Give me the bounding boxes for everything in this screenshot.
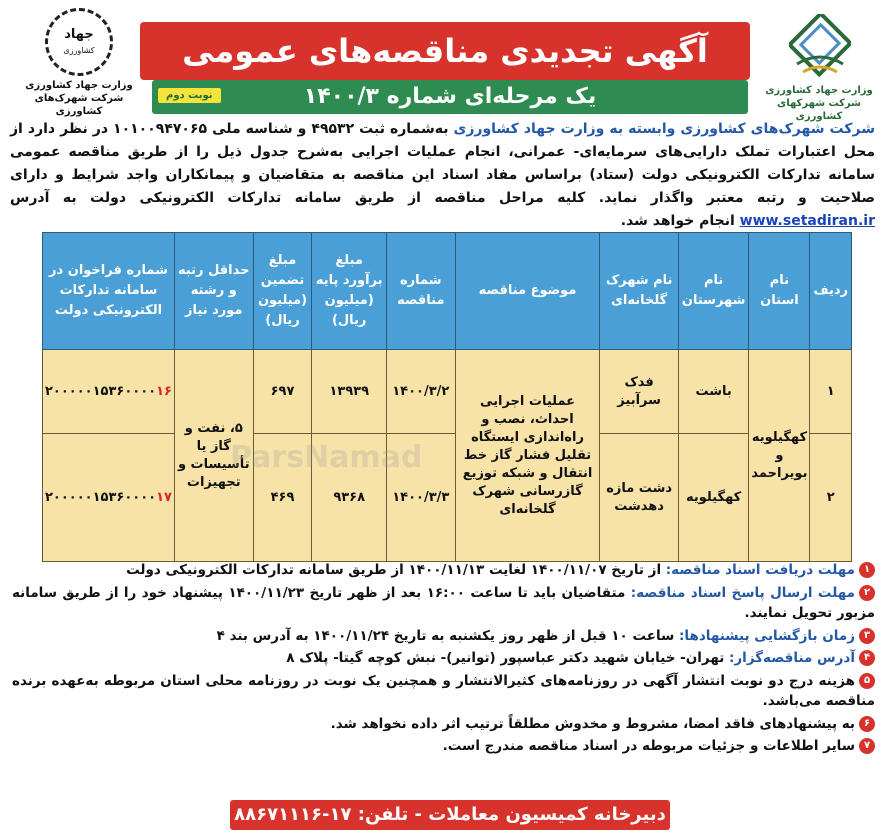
row-number: ۱	[810, 350, 852, 434]
ministry-emblem-icon	[789, 14, 851, 80]
subtitle-banner	[152, 80, 748, 114]
col-guarantee: مبلغ تضمین (میلیون ریال)	[253, 233, 312, 350]
contact-line: دبیرخانه کمیسیون معاملات - تلفن: ۱۷-۸۸۶۷۱۱۱۶	[234, 804, 666, 825]
call-no-prefix: ۲۰۰۰۰۰۱۵۳۶۰۰۰۰	[45, 489, 157, 505]
intro-paragraph	[10, 118, 875, 233]
jahad-ministry-name: وزارت جهاد کشاورزی	[25, 80, 133, 91]
note-text: به پیشنهادهای فاقد امضا، مشروط و مخدوش مطلقاً ترتیب اثر داده نخواهد شد.	[330, 715, 855, 732]
note-item	[12, 583, 875, 624]
jahad-seal-icon: جهاد کشاورزی	[45, 8, 113, 76]
province-cell: کهگیلویه و بویراحمد	[749, 350, 810, 562]
title-banner	[140, 22, 750, 80]
col-subject: موضوع مناقصه	[455, 233, 600, 350]
note-item	[12, 626, 875, 647]
ministry-name: وزارت جهاد کشاورزی	[765, 85, 873, 96]
company-name-small: شرکت شهرکهای کشاورزی	[777, 98, 861, 122]
note-key: مهلت دریافت اسناد مناقصه:	[665, 562, 855, 578]
col-call-no: شماره فراخوان در سامانه تدارکات الکترونیکی دولت	[43, 233, 175, 350]
tender-subtitle: یک مرحله‌ای شماره ۱۴۰۰/۳	[303, 84, 597, 109]
tender-no-cell: ۱۴۰۰/۳/۳	[386, 434, 455, 562]
tender-no-cell: ۱۴۰۰/۳/۲	[386, 350, 455, 434]
subject-cell: عملیات اجرایی احداث، نصب و راه‌اندازی ایستگاه تقلیل فشار گاز خط انتقال و شبکه توزیع گازرسانی شهرک گلخانه‌ای	[455, 350, 600, 562]
county-cell: کهگیلویه	[678, 434, 749, 562]
call-no-suffix: ۱۶	[156, 383, 172, 399]
note-item	[12, 671, 875, 712]
guarantee-cell: ۴۶۹	[253, 434, 312, 562]
row-number: ۲	[810, 434, 852, 562]
note-key: زمان بازگشایی پیشنهادها:	[679, 627, 855, 644]
note-number-icon: ۵	[859, 673, 875, 689]
county-cell: باشت	[678, 350, 749, 434]
note-number-icon: ۲	[859, 585, 875, 601]
call-no-prefix: ۲۰۰۰۰۰۱۵۳۶۰۰۰۰	[45, 383, 157, 399]
note-item	[12, 714, 875, 735]
col-tender-no: شماره مناقصه	[386, 233, 455, 350]
page-title: آگهی تجدیدی مناقصه‌های عمومی	[182, 32, 708, 70]
note-text: تهران- خیابان شهید دکتر عباسپور (توانیر)- نبش کوچه گیتا- پلاک ۸	[286, 650, 725, 666]
estimate-cell: ۹۳۶۸	[312, 434, 386, 562]
estimate-cell: ۱۳۹۳۹	[312, 350, 386, 434]
note-number-icon: ۶	[859, 716, 875, 732]
note-key: آدرس مناقصه‌گزار:	[729, 650, 855, 666]
guarantee-cell: ۶۹۷	[253, 350, 312, 434]
note-text: از تاریخ ۱۴۰۰/۱۱/۰۷ لغایت ۱۴۰۰/۱۱/۱۳ از طریق سامانه تدارکات الکترونیکی دولت	[126, 562, 662, 578]
notes-list	[12, 560, 875, 759]
grade-cell: ۵، نفت و گاز یا تأسیسات و تجهیزات	[174, 350, 253, 562]
note-item	[12, 560, 875, 581]
note-item	[12, 648, 875, 669]
tender-table	[42, 232, 852, 562]
town-cell: فدک سرآبیز	[600, 350, 679, 434]
call-no-suffix: ۱۷	[156, 489, 172, 505]
intro-body-2: انجام خواهد شد.	[620, 213, 735, 229]
intro-body-1: به‌شماره ثبت ۴۹۵۳۲ و شناسه ملی ۱۰۱۰۰۹۴۷۰۶۵ در نظر دارد از محل اعتبارات تملک دارایی‌های سرمایه‌ای- عمرانی، انجام عملیات اجرایی به‌شرح جدول ذیل را از طریق مناقصه عمومی سامانه تدارکات الکترونیکی دولت (ستاد) براساس مفاد اسناد این مناقصه به متقاضیان و پیمانکاران واجد شرایط و دارای صلاحیت و رتبه معتبر واگذار نماید. کلیه مراحل مناقصه از طریق سامانه تدارکات الکترونیکی دولت به آدرس	[10, 121, 875, 206]
col-row: ردیف	[810, 233, 852, 350]
call-no-cell	[43, 350, 175, 434]
table-row	[43, 350, 852, 434]
note-text: ساعت ۱۰ قبل از ظهر روز یکشنبه به تاریخ ۱۴۰۰/۱۱/۲۴ به آدرس بند ۴	[216, 627, 675, 644]
note-text: متقاضیان باید تا ساعت ۱۶:۰۰ بعد از ظهر تاریخ ۱۴۰۰/۱۱/۲۳ پیشنهاد خود را از طریق سامانه مزبور تحویل نمایند.	[12, 584, 875, 621]
note-number-icon: ۷	[859, 738, 875, 754]
call-no-cell	[43, 434, 175, 562]
table-header-row	[43, 233, 852, 350]
note-text: سایر اطلاعات و جزئیات مربوطه در اسناد مناقصه مندرج است.	[442, 738, 855, 754]
col-province: نام استان	[749, 233, 810, 350]
note-number-icon: ۱	[859, 562, 875, 578]
col-grade: حداقل رتبه و رشته مورد نیاز	[174, 233, 253, 350]
round-badge: نوبت دوم	[158, 88, 221, 103]
company-name: شرکت شهرک‌های کشاورزی وابسته به وزارت جهاد کشاورزی	[453, 121, 875, 137]
note-key: مهلت ارسال پاسخ اسناد مناقصه:	[630, 584, 855, 601]
header	[0, 8, 885, 122]
jahad-company-name: شرکت شهرک‌های کشاورزی	[34, 93, 124, 117]
note-number-icon: ۴	[859, 650, 875, 666]
note-text: هزینه درج دو نوبت انتشار آگهی در روزنامه‌های کثیرالانتشار و همچنین یک نوبت در روزنامه محلی استان مربوطه به‌عهده برنده مناقصه می‌باشد.	[12, 672, 875, 709]
setad-link[interactable]: www.setadiran.ir	[739, 213, 875, 229]
town-cell: دشت مازه دهدشت	[600, 434, 679, 562]
ministry-logo	[765, 14, 873, 122]
jahad-logo	[18, 8, 140, 116]
col-town: نام شهرک گلخانه‌ای	[600, 233, 679, 350]
col-county: نام شهرستان	[678, 233, 749, 350]
watermark: ParsNamad	[230, 440, 423, 475]
table-row	[43, 434, 852, 562]
col-estimate: مبلغ برآورد پایه (میلیون ریال)	[312, 233, 386, 350]
note-number-icon: ۳	[859, 628, 875, 644]
footer-banner	[230, 800, 670, 830]
note-item	[12, 736, 875, 757]
